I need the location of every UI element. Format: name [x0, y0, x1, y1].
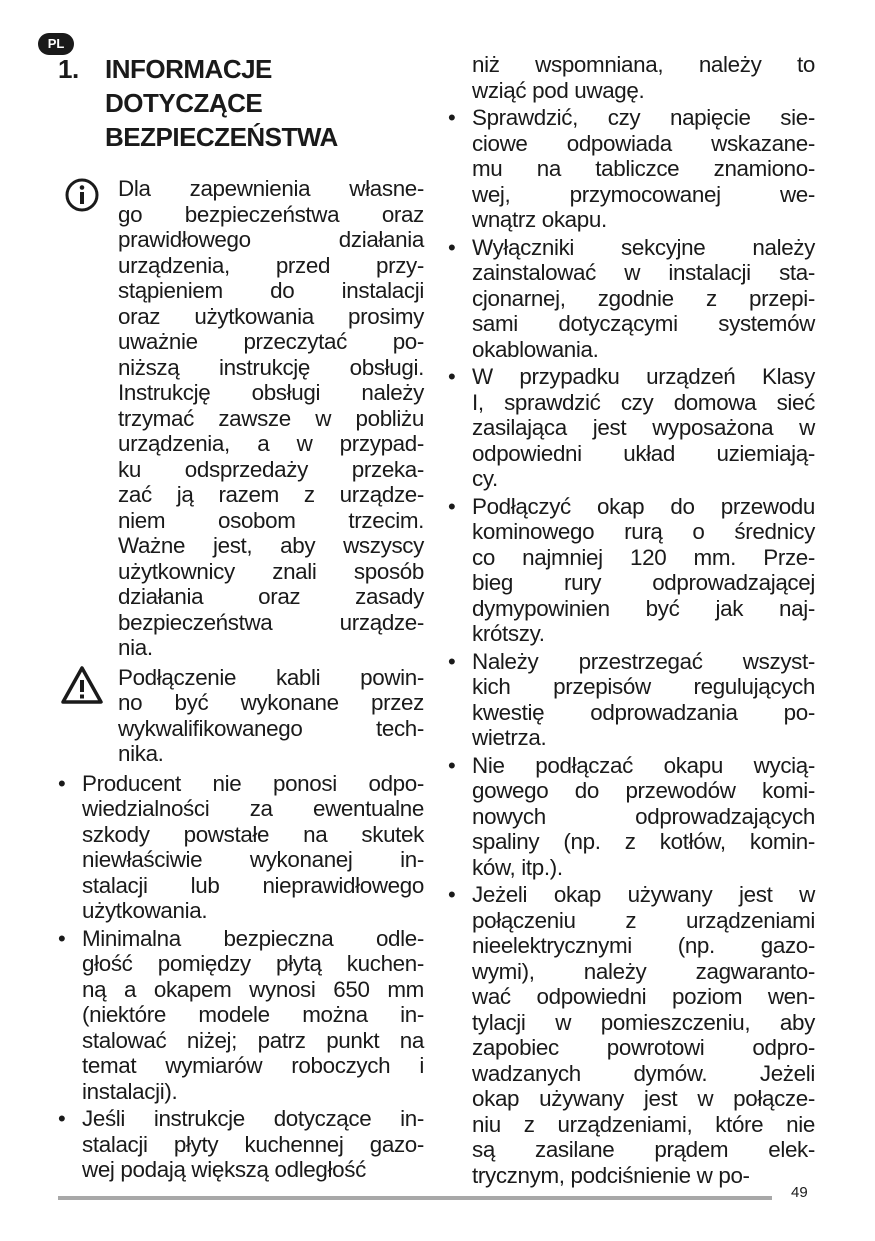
text-line: stalacji lub nieprawidłowego: [82, 872, 424, 898]
text-line: działania oraz zasady: [118, 584, 424, 609]
text-line: szkody powstałe na skutek: [82, 821, 424, 847]
text-line: uważnie przeczytać po-: [118, 329, 424, 354]
text-line: Podłączenie kabli powin-: [118, 664, 424, 690]
bullet-item: [448, 364, 815, 492]
text-line: wać odpowiedni poziom wen-: [472, 984, 815, 1009]
text-line: połączeniu z urządzeniami: [472, 907, 815, 933]
text-line: prawidłowego działania: [118, 227, 424, 252]
bullet-dot-icon: •: [448, 364, 456, 389]
bullet-item: [448, 753, 815, 881]
text-line: urządzenia, przed przy-: [118, 252, 424, 278]
bullet-text: [472, 882, 815, 1188]
bullet-item: [448, 105, 815, 233]
bullet-text: [472, 649, 815, 751]
info-icon: [64, 177, 100, 213]
bullet-dot-icon: •: [448, 234, 456, 260]
continued-paragraph: [448, 52, 815, 103]
text-line: niewłaściwie wykonanej in-: [82, 847, 424, 872]
text-line: Ważne jest, aby wszyscy: [118, 533, 424, 558]
text-line: zasilająca jest wyposażona w: [472, 415, 815, 440]
text-line: ną a okapem wynosi 650 mm: [82, 976, 424, 1002]
text-line: kominowego rurą o średnicy: [472, 519, 815, 544]
bullet-dot-icon: •: [448, 882, 456, 907]
text-line: wietrza.: [472, 725, 547, 750]
bullet-dot-icon: •: [58, 925, 66, 951]
text-line: nika.: [118, 741, 164, 766]
text-line: Instrukcję obsługi należy: [118, 380, 424, 405]
text-line: wej podają większą odległość: [82, 1157, 366, 1182]
bullet-item: [448, 649, 815, 751]
bullet-text: [82, 771, 424, 924]
text-line: trycznym, podciśnienie w po-: [472, 1162, 750, 1188]
text-line: go bezpieczeństwa oraz: [118, 201, 424, 227]
text-line: użytkowania.: [82, 898, 208, 923]
section-title-line: DOTYCZĄCE: [105, 88, 263, 118]
text-line: Jeżeli okap używany jest w: [472, 882, 815, 907]
text-line: wnątrz okapu.: [472, 207, 607, 232]
text-line: ciowe odpowiada wskazane-: [472, 130, 815, 156]
text-line: Minimalna bezpieczna odle-: [82, 925, 424, 951]
text-line: odpowiedni układ uziemiają-: [472, 440, 815, 466]
text-line: oraz użytkowania prosimy: [118, 303, 424, 329]
bullet-text: [82, 1106, 424, 1183]
warning-notice-text: [118, 665, 424, 767]
bullet-item: [58, 1106, 424, 1183]
text-line: no być wykonane przez: [118, 690, 424, 715]
bullet-item: [58, 926, 424, 1105]
text-line: W przypadku urządzeń Klasy: [472, 364, 815, 389]
right-bullet-list: [448, 105, 815, 1188]
text-line: trzymać zawsze w pobliżu: [118, 405, 424, 431]
warning-notice: [58, 665, 424, 767]
text-line: kwestię odprowadzania po-: [472, 699, 815, 725]
text-line: bieg rury odprowadzającej: [472, 570, 815, 595]
right-column: [448, 52, 815, 1188]
bullet-text: [472, 753, 815, 881]
text-line: wiedzialności za ewentualne: [82, 796, 424, 821]
text-line: wykwalifikowanego tech-: [118, 715, 424, 741]
bullet-text: [472, 235, 815, 363]
text-line: zać ją razem z urządze-: [118, 482, 424, 507]
bullet-dot-icon: •: [448, 752, 456, 778]
bullet-dot-icon: •: [58, 770, 66, 796]
text-line: co najmniej 120 mm. Prze-: [472, 544, 815, 570]
text-line: Sprawdzić, czy napięcie sie-: [472, 105, 815, 130]
info-notice: [58, 176, 424, 661]
text-line: wymi), należy zagwaranto-: [472, 958, 815, 984]
text-line: są zasilane prądem elek-: [472, 1137, 815, 1162]
text-line: nowych odprowadzających: [472, 803, 815, 829]
bullet-text: [472, 105, 815, 233]
text-line: okap używany jest w połącze-: [472, 1086, 815, 1111]
bullet-item: [58, 771, 424, 924]
text-line: okablowania.: [472, 336, 599, 362]
bullet-item: [448, 235, 815, 363]
text-line: I, sprawdzić czy domowa sieć: [472, 389, 815, 415]
text-line: Należy przestrzegać wszyst-: [472, 648, 815, 674]
text-line: wadzanych dymów. Jeżeli: [472, 1060, 815, 1086]
text-line: ku odsprzedaży przeka-: [118, 456, 424, 482]
bullet-text: [472, 364, 815, 492]
text-line: ków, itp.).: [472, 854, 563, 880]
text-line: użytkownicy znali sposób: [118, 558, 424, 584]
section-title-line: BEZPIECZEŃSTWA: [105, 122, 338, 152]
section-title-line: INFORMACJE: [105, 54, 272, 84]
text-line: niż wspomniana, należy to: [472, 52, 815, 77]
text-line: wej, przymocowanej we-: [472, 181, 815, 207]
text-line: instalacji).: [82, 1078, 178, 1104]
bullet-dot-icon: •: [448, 493, 456, 519]
text-line: tylacji w pomieszczeniu, aby: [472, 1009, 815, 1035]
text-line: wziąć pod uwagę.: [472, 77, 645, 103]
text-line: urządzenia, a w przypad-: [118, 431, 424, 456]
bullet-item: [448, 494, 815, 647]
text-line: zapobiec powrotowi odpro-: [472, 1035, 815, 1060]
text-line: mu na tabliczce znamiono-: [472, 156, 815, 181]
text-line: stąpieniem do instalacji: [118, 278, 424, 303]
text-line: dymypowinien być jak naj-: [472, 595, 815, 621]
text-line: cjonarnej, zgodnie z przepi-: [472, 285, 815, 311]
footer-rule: [58, 1196, 772, 1200]
left-column: [58, 52, 424, 1183]
text-line: (niektóre modele można in-: [82, 1002, 424, 1027]
bullet-dot-icon: •: [58, 1106, 66, 1131]
warning-icon: [60, 665, 104, 705]
text-line: bezpieczeństwa urządze-: [118, 609, 424, 635]
text-line: Nie podłączać okapu wycią-: [472, 752, 815, 778]
bullet-item: [448, 882, 815, 1188]
bullet-dot-icon: •: [448, 105, 456, 130]
text-line: Podłączyć okap do przewodu: [472, 493, 815, 519]
text-line: Jeśli instrukcje dotyczące in-: [82, 1106, 424, 1131]
text-line: niższą instrukcję obsługi.: [118, 354, 424, 380]
text-line: sami dotyczącymi systemów: [472, 311, 815, 336]
section-title: [105, 52, 338, 154]
text-line: krótszy.: [472, 621, 545, 646]
text-line: nieelektrycznymi (np. gazo-: [472, 933, 815, 958]
text-line: kich przepisów regulujących: [472, 674, 815, 699]
page-number: 49: [791, 1184, 808, 1201]
text-line: głość pomiędzy płytą kuchen-: [82, 951, 424, 976]
bullet-text: [82, 926, 424, 1105]
text-line: spaliny (np. z kotłów, komin-: [472, 829, 815, 854]
text-line: niu z urządzeniami, które nie: [472, 1111, 815, 1137]
bullet-text: [472, 494, 815, 647]
text-line: nia.: [118, 635, 153, 660]
text-line: niem osobom trzecim.: [118, 507, 424, 533]
text-line: zainstalować w instalacji sta-: [472, 260, 815, 285]
text-line: Dla zapewnienia własne-: [118, 176, 424, 201]
text-line: stalacji płyty kuchennej gazo-: [82, 1131, 424, 1157]
text-line: gowego do przewodów komi-: [472, 778, 815, 803]
section-number: 1.: [58, 54, 79, 84]
text-line: temat wymiarów roboczych i: [82, 1053, 424, 1078]
text-line: cy.: [472, 466, 498, 491]
left-bullet-list: [58, 771, 424, 1183]
text-line: stalować niżej; patrz punkt na: [82, 1027, 424, 1053]
language-badge: PL: [38, 33, 74, 55]
text-line: Producent nie ponosi odpo-: [82, 770, 424, 796]
bullet-dot-icon: •: [448, 648, 456, 674]
info-notice-text: [118, 176, 424, 661]
text-line: Wyłączniki sekcyjne należy: [472, 234, 815, 260]
section-heading: [58, 52, 424, 154]
